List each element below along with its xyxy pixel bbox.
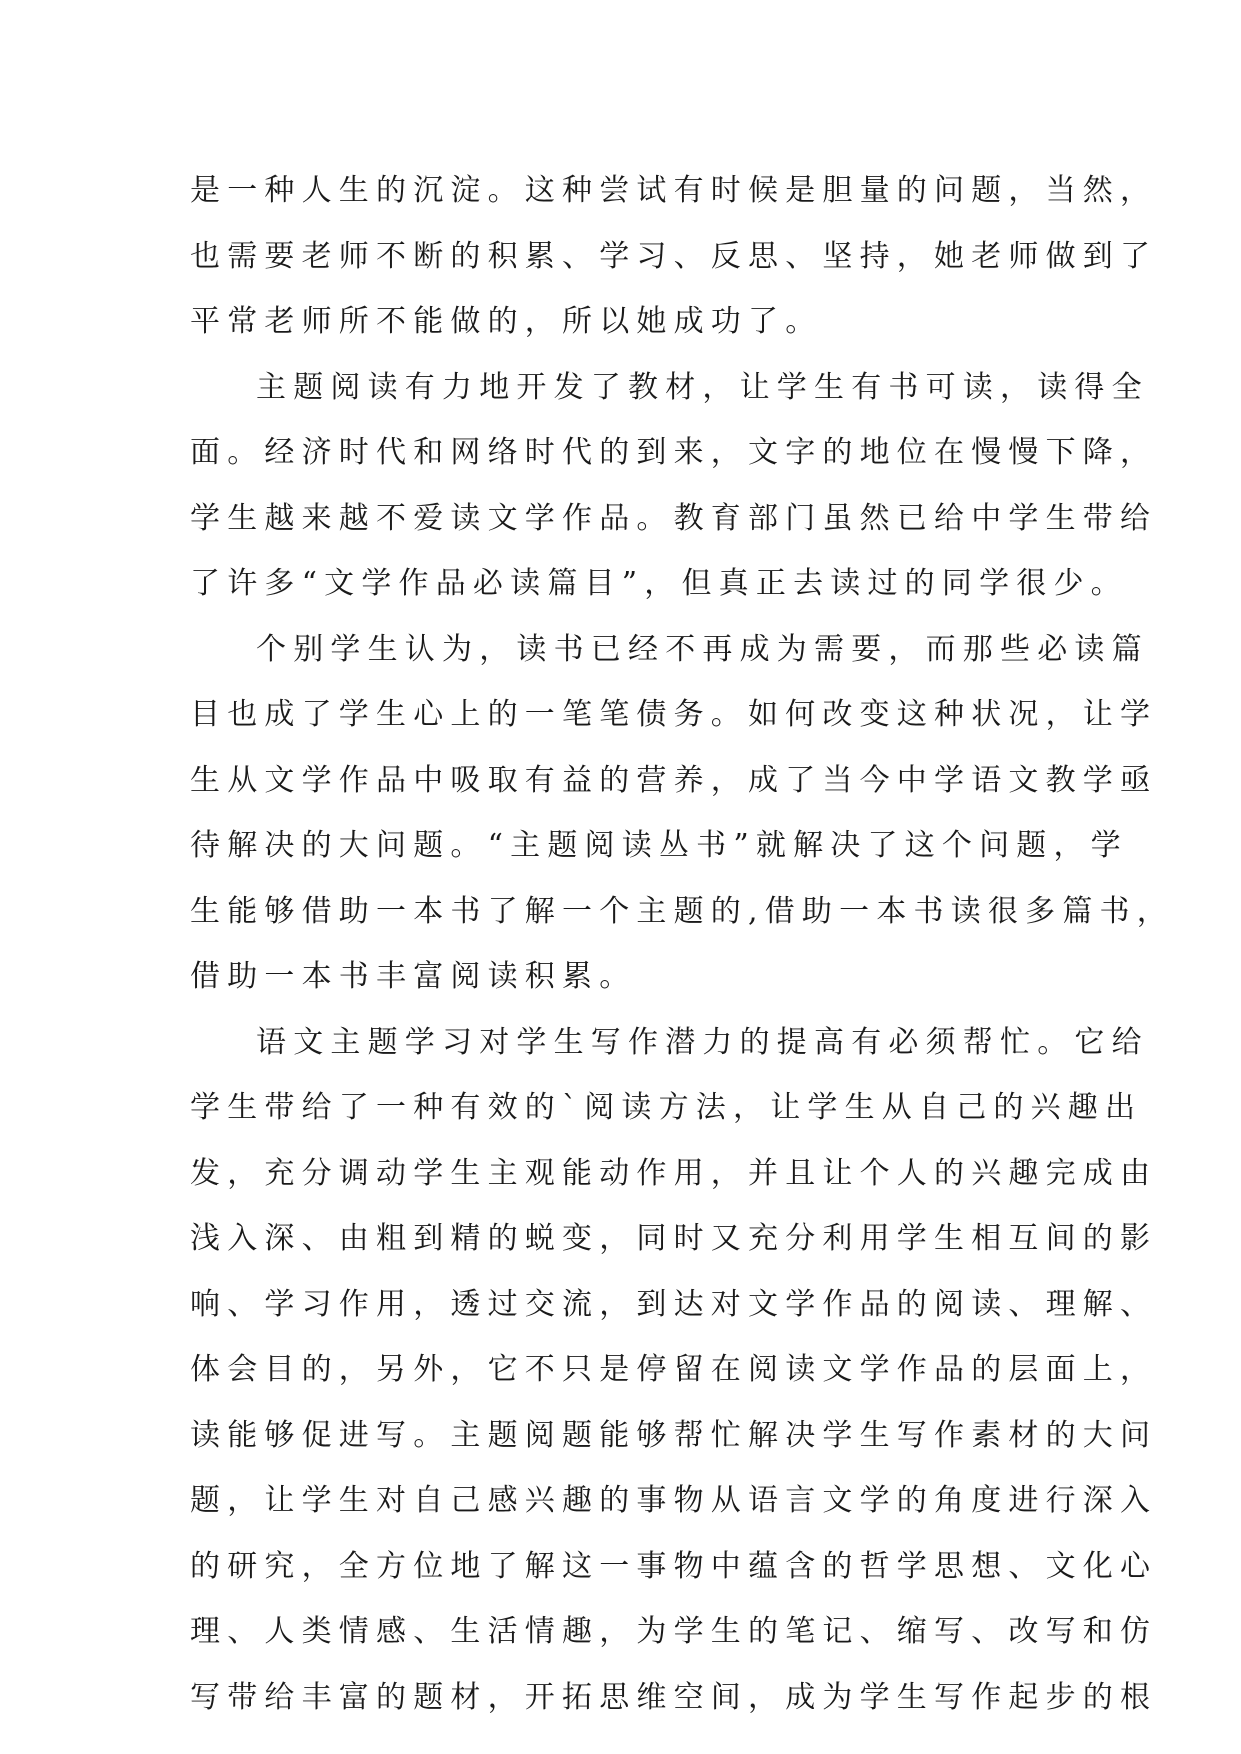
text-line: 理、人类情感、生活情趣，为学生的笔记、缩写、改写和仿 — [190, 1614, 1158, 1649]
text-line: 了许多“文学作品必读篇目”，但真正去读过的同学很少。 — [190, 566, 1128, 601]
document-page — [190, 158, 1174, 1730]
text-line: 目也成了学生心上的一笔笔债务。如何改变这种状况，让学 — [190, 697, 1158, 732]
text-line: 响、学习作用，透过交流，到达对文学作品的阅读、理解、 — [190, 1286, 1158, 1322]
document-body — [190, 158, 1174, 1730]
text-line: 生从文学作品中吸取有益的营养，成了当今中学语文教学亟 — [190, 762, 1158, 798]
text-line: 平常老师所不能做的，所以她成功了。 — [190, 304, 823, 339]
text-line: 主题阅读有力地开发了教材，让学生有书可读，读得全 — [256, 369, 1149, 405]
text-line: 发，充分调动学生主观能动作用，并且让个人的兴趣完成由 — [190, 1155, 1158, 1191]
text-line: 学生越来越不爱读文学作品。教育部门虽然已给中学生带给 — [190, 500, 1158, 536]
text-line: 生能够借助一本书了解一个主题的,借助一本书读很多篇书， — [190, 893, 1174, 929]
text-line: 的研究，全方位地了解这一事物中蕴含的哲学思想、文化心 — [190, 1548, 1158, 1584]
text-line: 也需要老师不断的积累、学习、反思、坚持，她老师做到了 — [190, 238, 1158, 274]
text-line: 读能够促进写。主题阅题能够帮忙解决学生写作素材的大问 — [190, 1417, 1158, 1453]
text-line: 学生带给了一种有效的`阅读方法，让学生从自己的兴趣出 — [190, 1090, 1143, 1125]
text-line: 是一种人生的沉淀。这种尝试有时候是胆量的问题，当然， — [190, 173, 1158, 208]
text-line: 待解决的大问题。“主题阅读丛书”就解决了这个问题，学 — [190, 828, 1128, 863]
text-line: 语文主题学习对学生写作潜力的提高有必须帮忙。它给 — [256, 1024, 1149, 1060]
text-line: 借助一本书丰富阅读积累。 — [190, 959, 637, 994]
text-line: 个别学生认为，读书已经不再成为需要，而那些必读篇 — [256, 631, 1149, 667]
text-line: 面。经济时代和网络时代的到来，文字的地位在慢慢下降， — [190, 435, 1158, 470]
text-line: 浅入深、由粗到精的蜕变，同时又充分利用学生相互间的影 — [190, 1221, 1158, 1256]
text-line: 体会目的，另外，它不只是停留在阅读文学作品的层面上， — [190, 1352, 1158, 1387]
text-line: 题，让学生对自己感兴趣的事物从语言文学的角度进行深入 — [190, 1483, 1158, 1518]
text-line: 写带给丰富的题材，开拓思维空间，成为学生写作起步的根 — [190, 1679, 1158, 1715]
